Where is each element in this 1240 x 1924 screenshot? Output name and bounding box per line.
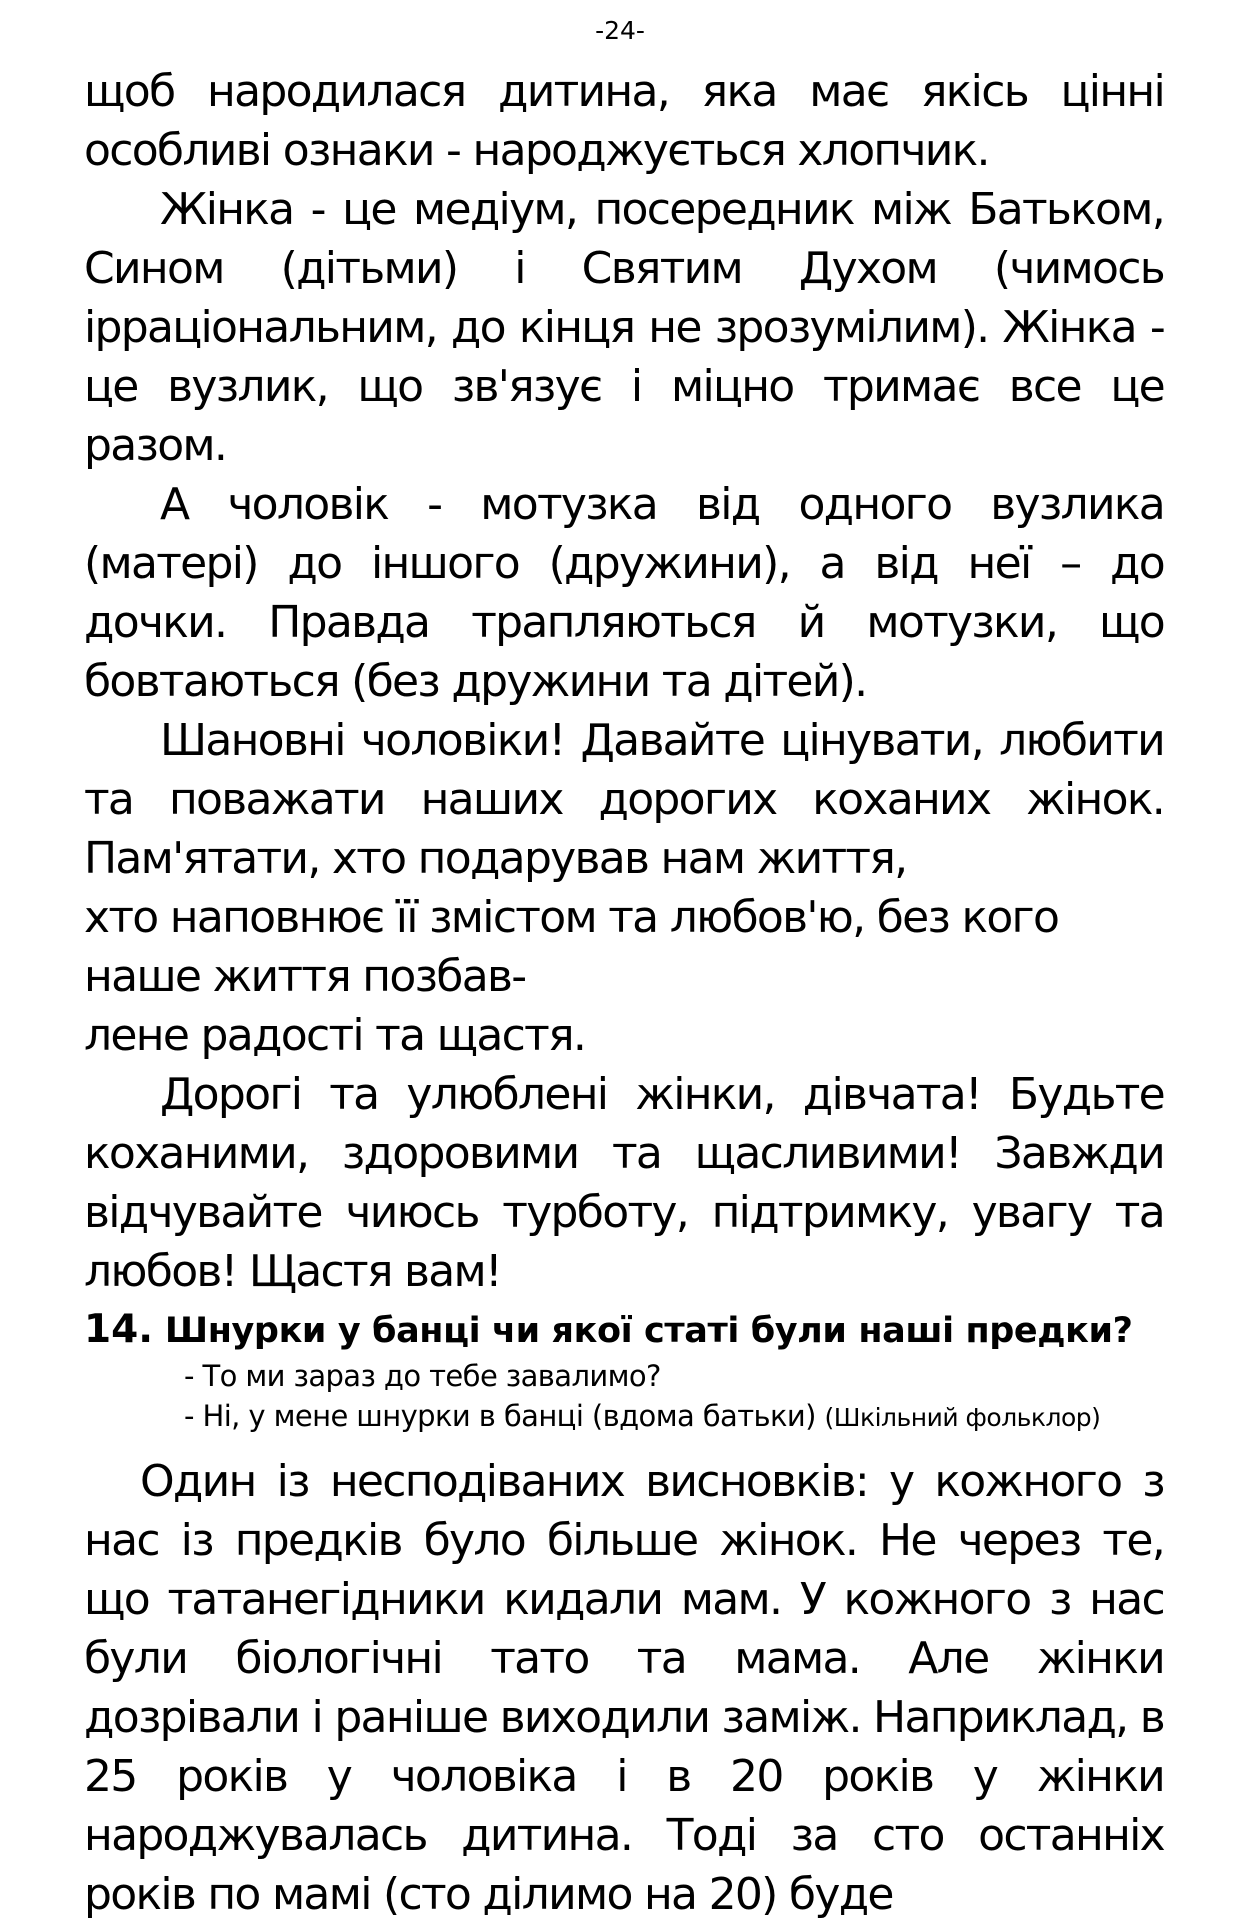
page-number: -24- — [595, 16, 645, 45]
epigraph-text: - То ми зараз до тебе завалимо? — [184, 1359, 661, 1393]
page-content — [84, 62, 1164, 1924]
paragraph: лене радості та щастя. — [84, 1010, 586, 1061]
epigraph-source: (Шкільний фольклор) — [824, 1403, 1101, 1432]
epigraph-line — [184, 1396, 1164, 1438]
epigraph-line — [184, 1356, 1164, 1396]
paragraph: Один із несподіваних висновків: у кожного з нас із предків було більше жінок. Не через те, що татанегідники кидали мам. У кожного з нас були біологічні тато та мама. Але жінки дозрівали і раніше виходили заміж. Наприклад, в 25 років у чоловіка і в 20 років у жінки народжувалась дитина. Тоді за сто останніх років по мамі (сто ділимо на 20) буде — [84, 1456, 1164, 1920]
paragraph: щоб народилася дитина, яка має якісь цінні особливі ознаки - народжується хлопчик. — [84, 66, 1164, 176]
epigraph-text: - Ні, у мене шнурки в банці (вдома батьки) — [184, 1399, 816, 1433]
section-heading — [84, 1305, 1164, 1356]
section-number: 14. — [84, 1307, 154, 1352]
section-title: Шнурки у банці чи якої статі були наші предки? — [164, 1311, 1133, 1351]
paragraph: А чоловік - мотузка від одного вузлика (матері) до іншого (дружини), а від неї – до дочки. Правда трапляються й мотузки, що бовтаються (без дружини та дітей). — [84, 479, 1164, 707]
paragraph: хто наповнює її змістом та любов'ю, без кого наше життя позбав- — [84, 892, 1059, 1002]
paragraph: Шановні чоловіки! Давайте цінувати, любити та поважати наших дорогих коханих жінок. Пам'ятати, хто подарував нам життя, — [84, 715, 1164, 884]
paragraph: Дорогі та улюблені жінки, дівчата! Будьте коханими, здоровими та щасливими! Завжди відчувайте чиюсь турботу, підтримку, увагу та любов! Щастя вам! — [84, 1069, 1164, 1297]
paragraph: Жінка - це медіум, посередник між Батьком, Сином (дітьми) і Святим Духом (чимось ірраціональним, до кінця не зрозумілим). Жінка - це вузлик, що зв'язує і міцно тримає все це разом. — [84, 184, 1164, 471]
